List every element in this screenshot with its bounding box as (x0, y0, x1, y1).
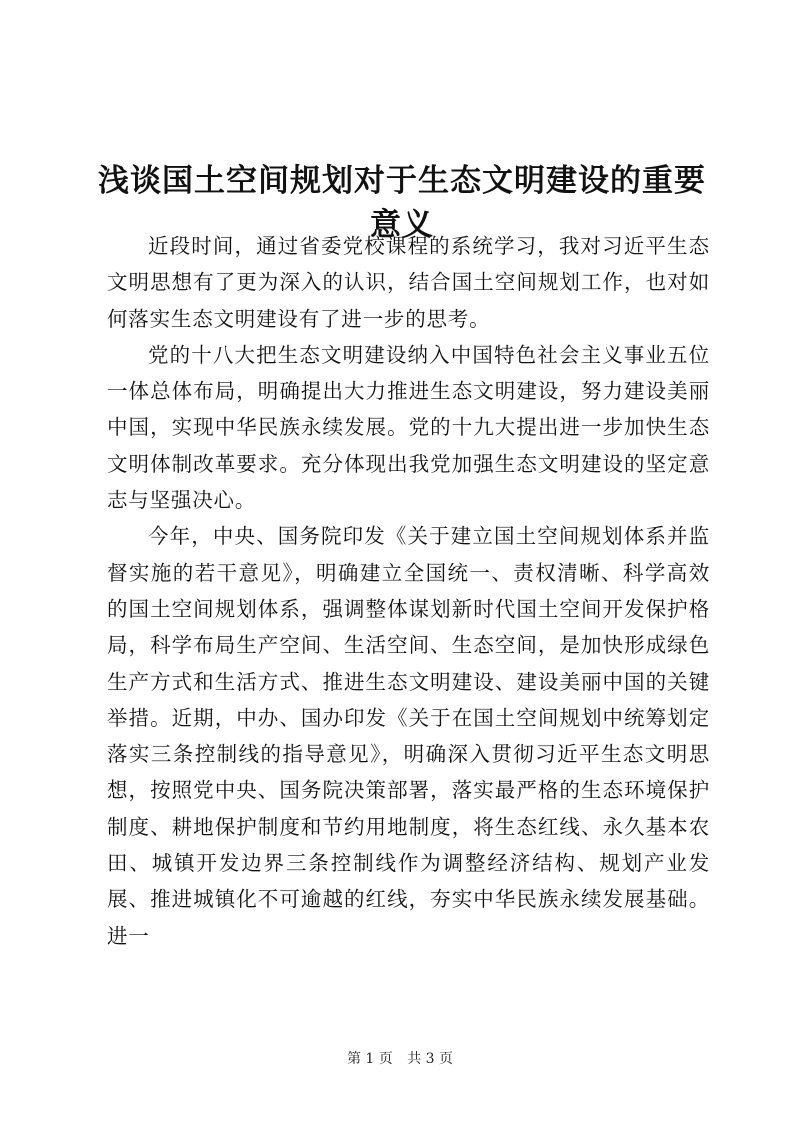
page-number: 第 1 页 (346, 1051, 393, 1067)
page-total: 共 3 页 (407, 1051, 454, 1067)
paragraph-1: 近段时间，通过省委党校课程的系统学习，我对习近平生态文明思想有了更为深入的认识，结合国土空间规划工作，也对如何落实生态文明建设有了进一步的思考。 (107, 234, 710, 331)
document-title: 浅谈国土空间规划对于生态文明建设的重要意义 (98, 162, 706, 243)
paragraph-3: 今年，中央、国务院印发《关于建立国土空间规划体系并监督实施的若干意见》，明确建立全国统一、责权清晰、科学高效的国土空间规划体系，强调整体谋划新时代国土空间开发保护格局，科学布局生产空间、生活空间、生态空间，是加快形成绿色生产方式和生活方式、推进生态文明建设、建设美丽中国的关键举措。近期，中办、国办印发《关于在国土空间规划中统筹划定落实三条控制线的指导意见》，明确深入贯彻习近平生态文明思想，按照党中央、国务院决策部署，落实最严格的生态环境保护制度、耕地保护制度和节约用地制度，将生态红线、永久基本农田、城镇开发边界三条控制线作为调整经济结构、规划产业发展、推进城镇化不可逾越的红线，夯实中华民族永续发展基础。进一 (107, 524, 710, 948)
page-footer (0, 1050, 800, 1068)
document-body (107, 228, 710, 954)
paragraph-2: 党的十八大把生态文明建设纳入中国特色社会主义事业五位一体总体布局，明确提出大力推进生态文明建设，努力建设美丽中国，实现中华民族永续发展。党的十九大提出进一步加快生态文明体制改革要求。充分体现出我党加强生态文明建设的坚定意志与坚强决心。 (107, 342, 710, 513)
